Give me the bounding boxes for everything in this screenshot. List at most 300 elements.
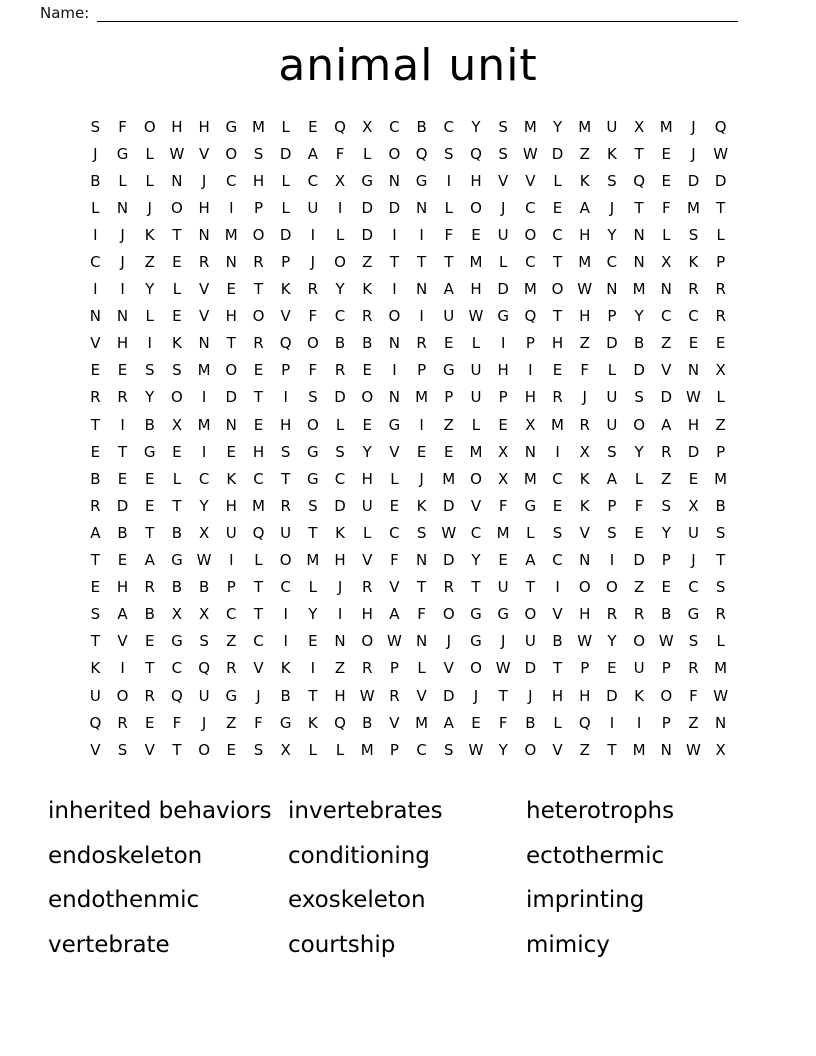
grid-cell: R [688, 659, 699, 678]
grid-cell: I [201, 388, 207, 407]
grid-cell: P [281, 253, 291, 272]
grid-cell: W [713, 686, 729, 705]
grid-cell: O [306, 415, 319, 434]
grid-cell: E [117, 469, 128, 488]
grid-cell: C [253, 469, 264, 488]
grid-cell: G [116, 144, 129, 163]
grid-cell: V [117, 632, 128, 651]
grid-cell: I [229, 551, 234, 570]
grid-cell: W [686, 740, 701, 759]
grid-cell: F [254, 713, 263, 732]
grid-cell: H [252, 442, 265, 461]
grid-cell: T [253, 388, 264, 407]
grid-row [82, 547, 735, 574]
grid-cell: C [525, 198, 536, 217]
grid-cell: M [442, 469, 456, 488]
grid-cell: O [551, 280, 564, 299]
grid-cell: E [172, 442, 182, 461]
grid-cell: A [389, 605, 400, 624]
grid-cell: Q [171, 686, 183, 705]
grid-cell: A [525, 551, 536, 570]
grid-cell: B [416, 117, 427, 136]
grid-cell: T [607, 740, 617, 759]
grid-cell: E [416, 442, 427, 461]
grid-cell: L [607, 361, 617, 380]
grid-cell: N [334, 632, 346, 651]
grid-cell: A [443, 713, 454, 732]
grid-cell: H [252, 171, 265, 190]
grid-cell: V [198, 144, 210, 163]
grid-cell: G [497, 307, 509, 326]
grid-cell: F [118, 117, 127, 136]
grid-cell: I [93, 225, 98, 244]
grid-cell: L [118, 171, 127, 190]
grid-cell: E [226, 740, 237, 759]
grid-cell: N [633, 225, 645, 244]
grid-cell: E [226, 280, 237, 299]
grid-cell: I [120, 415, 125, 434]
grid-cell: I [310, 225, 316, 244]
grid-cell: E [253, 415, 264, 434]
grid-cell: Z [579, 740, 590, 759]
grid-cell: P [281, 361, 291, 380]
grid-cell: X [362, 117, 373, 136]
grid-cell: O [361, 632, 374, 651]
grid-cell: H [579, 686, 591, 705]
grid-cell: L [363, 523, 372, 542]
grid-cell: S [90, 605, 101, 624]
grid-cell: W [495, 659, 511, 678]
word-item: imprinting [526, 887, 645, 914]
grid-cell: I [310, 659, 316, 678]
grid-cell: P [226, 578, 236, 597]
grid-cell: Q [334, 117, 346, 136]
grid-cell: Y [607, 632, 617, 651]
grid-cell: E [552, 198, 563, 217]
page-title: animal unit [278, 40, 538, 91]
grid-cell: L [417, 659, 426, 678]
grid-cell: R [307, 280, 319, 299]
grid-cell: N [388, 171, 401, 190]
grid-cell: X [633, 117, 645, 136]
grid-cell: M [496, 523, 510, 542]
grid-cell: B [144, 415, 155, 434]
grid-cell: P [580, 659, 590, 678]
grid-cell: M [686, 198, 700, 217]
name-label: Name: [40, 4, 90, 22]
grid-cell: L [634, 469, 644, 488]
grid-cell: U [606, 415, 618, 434]
grid-row [82, 709, 735, 736]
grid-cell: N [660, 740, 672, 759]
grid-cell: D [116, 496, 129, 515]
grid-cell: L [91, 198, 100, 217]
grid-cell: I [392, 361, 397, 380]
grid-cell: V [552, 605, 563, 624]
grid-cell: B [198, 578, 210, 597]
grid-cell: J [528, 686, 533, 705]
grid-cell: Z [226, 713, 237, 732]
grid-row [82, 384, 735, 411]
grid-cell: S [199, 632, 209, 651]
grid-row [82, 330, 735, 357]
grid-cell: F [308, 361, 318, 380]
grid-cell: C [389, 117, 400, 136]
grid-cell: G [415, 171, 428, 190]
grid-cell: S [308, 496, 318, 515]
grid-cell: E [661, 171, 672, 190]
word-item: ectothermic [526, 842, 665, 869]
grid-cell: E [688, 334, 699, 353]
grid-cell: F [634, 496, 644, 515]
grid-cell: Q [334, 713, 346, 732]
grid-cell: R [633, 605, 645, 624]
grid-cell: C [470, 523, 482, 542]
grid-cell: O [388, 144, 401, 163]
grid-cell: P [417, 361, 427, 380]
grid-cell: N [687, 361, 700, 380]
grid-cell: Y [607, 225, 617, 244]
grid-cell: L [662, 225, 671, 244]
grid-cell: C [226, 605, 237, 624]
grid-cell: T [389, 253, 399, 272]
grid-cell: E [498, 415, 508, 434]
grid-cell: W [441, 523, 457, 542]
grid-cell: I [555, 442, 560, 461]
grid-cell: T [716, 551, 726, 570]
grid-cell: E [607, 659, 617, 678]
grid-cell: H [225, 307, 237, 326]
grid-cell: E [444, 334, 454, 353]
grid-cell: S [444, 144, 454, 163]
grid-cell: C [552, 551, 563, 570]
grid-cell: P [498, 388, 508, 407]
grid-cell: O [225, 361, 238, 380]
grid-cell: W [386, 632, 402, 651]
grid-cell: W [658, 632, 674, 651]
grid-cell: T [253, 280, 264, 299]
grid-cell: S [634, 388, 644, 407]
grid-cell: T [90, 415, 100, 434]
grid-cell: C [416, 740, 427, 759]
grid-cell: X [171, 415, 183, 434]
grid-cell: I [283, 388, 288, 407]
grid-cell: E [362, 415, 372, 434]
grid-row [82, 167, 735, 194]
grid-cell: T [444, 253, 454, 272]
grid-cell: X [715, 361, 726, 380]
grid-cell: X [280, 740, 291, 759]
grid-cell: E [471, 713, 481, 732]
grid-cell: N [633, 253, 645, 272]
grid-row [82, 248, 735, 275]
grid-cell: B [90, 171, 101, 190]
grid-cell: I [229, 198, 234, 217]
grid-cell: V [90, 740, 101, 759]
grid-cell: M [523, 280, 537, 299]
grid-cell: N [415, 551, 428, 570]
grid-cell: E [362, 361, 372, 380]
grid-cell: Y [335, 280, 345, 299]
grid-cell: V [661, 361, 672, 380]
grid-cell: X [661, 253, 672, 272]
grid-cell: X [715, 740, 726, 759]
grid-cell: C [389, 523, 400, 542]
grid-cell: Q [198, 659, 210, 678]
grid-cell: T [226, 334, 236, 353]
grid-cell: E [144, 496, 155, 515]
grid-cell: B [362, 713, 373, 732]
grid-cell: F [172, 713, 182, 732]
grid-cell: F [417, 605, 426, 624]
grid-cell: R [144, 686, 155, 705]
grid-cell: N [89, 307, 101, 326]
grid-cell: J [256, 686, 261, 705]
grid-cell: E [634, 523, 644, 542]
grid-cell: E [471, 225, 481, 244]
grid-cell: A [90, 523, 101, 542]
word-item: exoskeleton [288, 887, 426, 914]
grid-cell: U [470, 388, 482, 407]
grid-row [82, 140, 735, 167]
grid-row [82, 303, 735, 330]
grid-cell: J [500, 198, 506, 217]
grid-cell: J [310, 253, 316, 272]
grid-cell: P [389, 740, 399, 759]
grid-cell: F [308, 307, 318, 326]
grid-cell: G [225, 686, 238, 705]
grid-cell: S [607, 442, 617, 461]
grid-cell: F [390, 551, 399, 570]
grid-cell: Q [714, 117, 727, 136]
grid-cell: G [442, 361, 455, 380]
grid-cell: A [117, 605, 128, 624]
grid-cell: K [280, 659, 291, 678]
grid-cell: D [361, 225, 373, 244]
grid-cell: N [116, 198, 129, 217]
grid-cell: D [443, 686, 455, 705]
grid-cell: H [198, 117, 210, 136]
grid-cell: U [606, 117, 618, 136]
grid-row [82, 276, 735, 303]
grid-cell: R [117, 388, 128, 407]
grid-cell: J [446, 632, 451, 651]
grid-cell: S [416, 523, 427, 542]
grid-cell: M [632, 280, 646, 299]
grid-cell: H [579, 605, 591, 624]
grid-cell: L [553, 171, 562, 190]
grid-cell: L [335, 415, 345, 434]
grid-cell: B [552, 632, 563, 651]
word-item: vertebrate [48, 931, 170, 958]
grid-row [82, 574, 735, 601]
word-item: conditioning [288, 842, 430, 869]
grid-cell: L [281, 171, 290, 190]
grid-cell: M [306, 551, 320, 570]
grid-cell: Z [633, 578, 645, 597]
grid-cell: H [116, 578, 129, 597]
grid-row [82, 221, 735, 248]
grid-cell: H [225, 496, 237, 515]
grid-cell: T [172, 225, 182, 244]
grid-cell: Y [145, 280, 155, 299]
grid-cell: L [335, 740, 345, 759]
grid-cell: D [279, 225, 292, 244]
grid-cell: L [308, 740, 318, 759]
grid-cell: S [607, 523, 617, 542]
grid-cell: K [335, 523, 345, 542]
grid-cell: T [716, 198, 726, 217]
grid-cell: S [661, 496, 672, 515]
grid-cell: M [551, 415, 564, 434]
grid-cell: M [523, 469, 537, 488]
grid-cell: S [117, 740, 128, 759]
grid-cell: M [415, 388, 429, 407]
grid-cell: N [606, 280, 618, 299]
grid-cell: C [552, 469, 563, 488]
grid-cell: Z [443, 415, 454, 434]
grid-cell: E [90, 578, 101, 597]
grid-cell: N [116, 307, 129, 326]
grid-cell: I [609, 551, 615, 570]
grid-cell: E [715, 334, 726, 353]
grid-cell: J [691, 551, 696, 570]
grid-cell: F [444, 225, 454, 244]
grid-cell: Q [89, 713, 102, 732]
grid-cell: D [497, 280, 509, 299]
grid-cell: S [498, 144, 508, 163]
grid-cell: C [606, 253, 618, 272]
grid-cell: D [443, 551, 455, 570]
grid-cell: G [307, 442, 319, 461]
grid-cell: R [90, 388, 101, 407]
grid-cell: E [308, 632, 318, 651]
grid-cell: O [470, 469, 482, 488]
grid-cell: R [715, 280, 726, 299]
grid-cell: E [308, 117, 318, 136]
grid-cell: I [419, 307, 424, 326]
grid-cell: A [443, 280, 454, 299]
grid-cell: I [609, 713, 615, 732]
grid-cell: N [524, 442, 536, 461]
grid-cell: O [633, 415, 645, 434]
grid-cell: C [334, 469, 346, 488]
grid-cell: B [334, 334, 346, 353]
grid-cell: N [388, 334, 401, 353]
grid-cell: T [253, 605, 264, 624]
grid-cell: V [253, 659, 264, 678]
grid-cell: S [308, 388, 318, 407]
grid-cell: L [471, 334, 481, 353]
grid-cell: H [361, 605, 373, 624]
grid-cell: R [117, 713, 128, 732]
grid-cell: D [633, 551, 645, 570]
grid-cell: O [252, 307, 265, 326]
grid-cell: C [334, 307, 346, 326]
grid-cell: O [470, 659, 482, 678]
grid-cell: H [470, 171, 482, 190]
grid-cell: G [388, 415, 401, 434]
grid-cell: L [145, 171, 154, 190]
grid-cell: B [171, 523, 183, 542]
grid-row [82, 465, 735, 492]
grid-row [82, 492, 735, 519]
grid-cell: L [172, 280, 182, 299]
grid-cell: E [498, 551, 508, 570]
grid-cell: M [578, 253, 592, 272]
grid-cell: N [198, 334, 210, 353]
grid-cell: C [688, 578, 699, 597]
grid-cell: T [417, 253, 427, 272]
grid-cell: Q [524, 307, 537, 326]
grid-cell: D [443, 496, 455, 515]
grid-cell: Y [471, 551, 481, 570]
grid-cell: W [522, 144, 538, 163]
grid-cell: M [197, 415, 211, 434]
grid-row [82, 519, 735, 546]
grid-cell: Z [661, 334, 672, 353]
grid-row [82, 655, 735, 682]
grid-cell: V [389, 442, 400, 461]
grid-cell: W [468, 307, 484, 326]
grid-cell: R [661, 442, 672, 461]
grid-cell: O [252, 225, 265, 244]
grid-cell: K [307, 713, 318, 732]
grid-cell: V [498, 171, 509, 190]
grid-cell: N [388, 388, 401, 407]
grid-cell: N [415, 280, 428, 299]
grid-cell: E [226, 442, 237, 461]
grid-cell: Y [634, 442, 644, 461]
grid-cell: Y [362, 442, 372, 461]
grid-cell: C [443, 117, 455, 136]
grid-cell: R [334, 361, 346, 380]
grid-cell: G [307, 469, 319, 488]
grid-cell: B [362, 334, 373, 353]
grid-cell: L [145, 307, 154, 326]
grid-cell: X [171, 605, 183, 624]
grid-cell: U [198, 686, 210, 705]
grid-cell: L [390, 469, 399, 488]
grid-cell: P [661, 659, 671, 678]
grid-cell: L [526, 523, 535, 542]
grid-cell: U [497, 578, 509, 597]
grid-cell: M [578, 117, 592, 136]
grid-cell: V [579, 523, 590, 542]
grid-cell: Y [552, 117, 563, 136]
grid-cell: L [716, 225, 725, 244]
grid-cell: L [553, 713, 562, 732]
grid-cell: G [524, 496, 537, 515]
grid-cell: L [281, 117, 290, 136]
grid-cell: Y [661, 523, 671, 542]
grid-cell: Q [633, 171, 645, 190]
grid-cell: I [93, 280, 98, 299]
grid-cell: T [90, 551, 100, 570]
grid-cell: H [497, 361, 509, 380]
grid-cell: Y [498, 740, 508, 759]
grid-cell: D [388, 198, 401, 217]
word-list-column [526, 789, 786, 967]
grid-cell: J [609, 198, 615, 217]
grid-cell: R [579, 415, 590, 434]
grid-cell: B [661, 605, 672, 624]
grid-cell: O [470, 198, 482, 217]
grid-cell: Y [145, 388, 155, 407]
grid-row [82, 411, 735, 438]
grid-cell: R [226, 659, 237, 678]
grid-cell: U [470, 361, 482, 380]
